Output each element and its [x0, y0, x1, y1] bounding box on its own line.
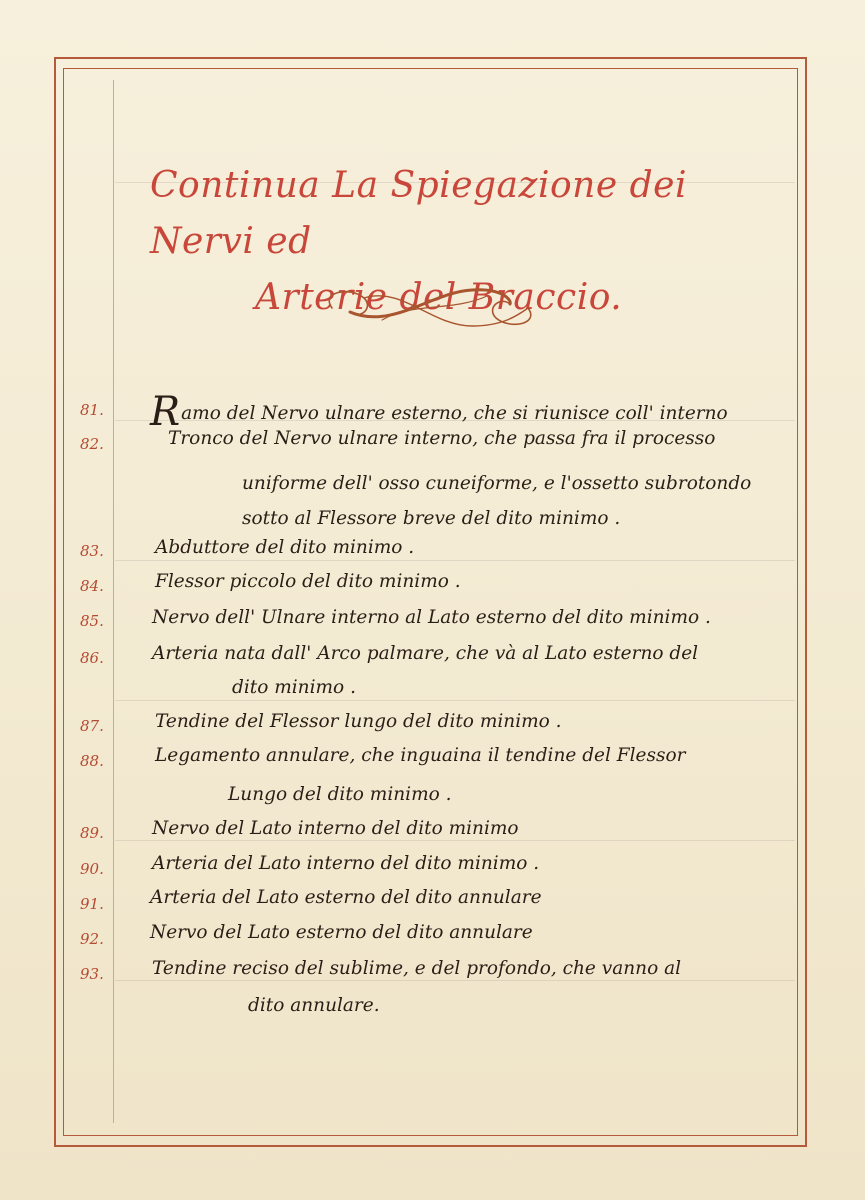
entry-86-line-1: Arteria nata dall' Arco palmare, che và al Lato esterno del	[152, 643, 699, 664]
entry-86-line-2: dito minimo .	[232, 677, 356, 698]
ruled-line	[115, 560, 795, 561]
entry-93-line-1: Tendine reciso del sublime, e del profondo, che vanno al	[152, 958, 682, 979]
entry-88-line-2: Lungo del dito minimo .	[228, 784, 452, 805]
entry-82-line-1: Tronco del Nervo ulnare interno, che passa fra il processo	[168, 428, 716, 449]
entry-number-86: 86.	[80, 649, 104, 667]
entry-83-line-1: Abduttore del dito minimo .	[155, 537, 415, 558]
entry-90-line-1: Arteria del Lato interno del dito minimo .	[152, 853, 540, 874]
entry-number-84: 84.	[80, 577, 104, 595]
entry-93-line-2: dito annulare.	[248, 995, 380, 1016]
entry-number-89: 89.	[80, 824, 104, 842]
drop-cap: R	[150, 389, 181, 435]
entry-84-line-1: Flessor piccolo del dito minimo .	[155, 571, 461, 592]
ruled-line	[115, 980, 795, 981]
entry-number-81: 81.	[80, 401, 104, 419]
entry-87-line-1: Tendine del Flessor lungo del dito minimo .	[155, 711, 562, 732]
entry-number-83: 83.	[80, 542, 104, 560]
entry-89-line-1: Nervo del Lato interno del dito minimo	[152, 818, 519, 839]
entry-number-90: 90.	[80, 860, 104, 878]
entry-number-91: 91.	[80, 895, 104, 913]
entry-number-92: 92.	[80, 930, 104, 948]
calligraphic-flourish	[312, 282, 548, 334]
entry-82-line-2: uniforme dell' osso cuneiforme, e l'ossetto subrotondo	[242, 473, 752, 494]
entry-81-line-1	[150, 389, 728, 435]
entry-number-93: 93.	[80, 965, 104, 983]
ruled-line	[115, 840, 795, 841]
entry-91-line-1: Arteria del Lato esterno del dito annulare	[150, 887, 542, 908]
entry-number-87: 87.	[80, 717, 104, 735]
entry-88-line-1: Legamento annulare, che inguaina il tendine del Flessor	[155, 745, 686, 766]
title-line-1: Continua La Spiegazione dei Nervi ed	[150, 165, 687, 262]
entry-85-line-1: Nervo dell' Ulnare interno al Lato esterno del dito minimo .	[152, 607, 711, 628]
title-line-2: Arterie del Braccio.	[255, 277, 623, 318]
entry-92-line-1: Nervo del Lato esterno del dito annulare	[150, 922, 533, 943]
ruled-line	[115, 700, 795, 701]
entry-number-85: 85.	[80, 612, 104, 630]
entry-number-82: 82.	[80, 435, 104, 453]
entry-82-line-3: sotto al Flessore breve del dito minimo .	[242, 508, 621, 529]
entry-81-text: amo del Nervo ulnare esterno, che si riunisce coll' interno	[181, 403, 728, 424]
entry-number-88: 88.	[80, 752, 104, 770]
